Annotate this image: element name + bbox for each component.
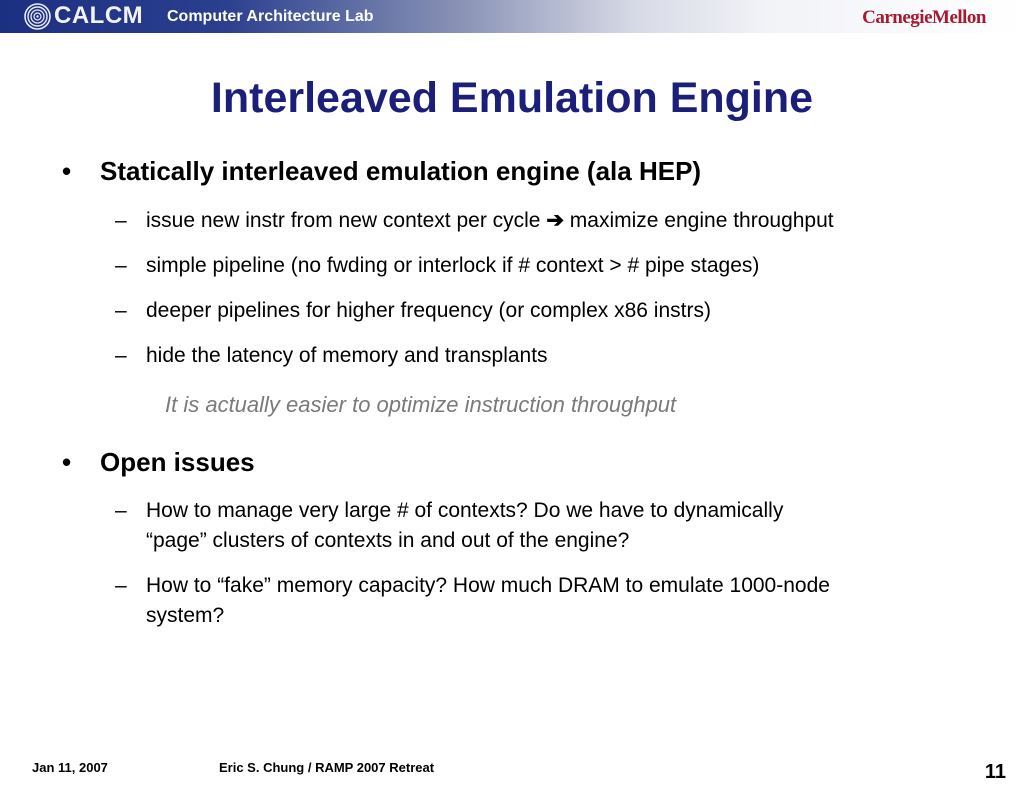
subitem-text-line: system? — [146, 604, 225, 627]
subitem-issue-new-instr — [115, 206, 995, 236]
italic-note: It is actually easier to optimize instruction throughput — [165, 392, 677, 417]
subitem-text-line: “page” clusters of contexts in and out of the engine? — [146, 529, 630, 552]
footer-author-event: Eric S. Chung / RAMP 2007 Retreat — [219, 760, 435, 775]
subitem-hide-latency — [115, 341, 995, 371]
bullet-dot: • — [62, 156, 72, 186]
bullet-static-interleaving — [62, 155, 701, 187]
bullet-text: Open issues — [100, 447, 255, 477]
subitem-text: simple pipeline (no fwding or interlock if # context > # pipe stages) — [146, 254, 760, 277]
subitem-text-line: How to “fake” memory capacity? How much DRAM to emulate 1000-node — [146, 574, 830, 597]
institution-logo: CarnegieMellon — [862, 7, 986, 28]
bullet-text: Statically interleaved emulation engine (ala HEP) — [100, 156, 702, 186]
dash-glyph: – — [115, 574, 127, 597]
right-arrow-icon: ➔ — [546, 209, 564, 232]
calcm-logo-text: CALCM — [54, 2, 144, 29]
subitem-deeper-pipelines — [115, 296, 995, 326]
subitem-simple-pipeline — [115, 251, 995, 281]
subitem-text: maximize engine throughput — [569, 209, 834, 232]
subitem-text: hide the latency of memory and transplants — [146, 344, 548, 367]
dash-glyph: – — [115, 344, 127, 367]
bullet-open-issues — [62, 446, 255, 478]
lab-name: Computer Architecture Lab — [167, 8, 374, 25]
header-banner — [0, 0, 1024, 33]
dash-glyph: – — [115, 254, 127, 277]
subitem-text-line: How to manage very large # of contexts? Do we have to dynamically — [146, 499, 784, 522]
subitem-text: deeper pipelines for higher frequency (or complex x86 instrs) — [146, 299, 711, 322]
dash-glyph: – — [115, 209, 127, 232]
slide-title: Interleaved Emulation Engine — [210, 74, 814, 122]
bullet-dot: • — [62, 447, 72, 477]
subitem-fake-memory — [115, 571, 995, 631]
dash-glyph: – — [115, 499, 127, 522]
calcm-logo-icon — [24, 3, 51, 30]
dash-glyph: – — [115, 299, 127, 322]
subitem-text: issue new instr from new context per cycle — [146, 209, 541, 232]
page-number: 11 — [984, 761, 1006, 783]
subitem-manage-contexts — [115, 496, 995, 556]
footer-date: Jan 11, 2007 — [32, 760, 108, 775]
